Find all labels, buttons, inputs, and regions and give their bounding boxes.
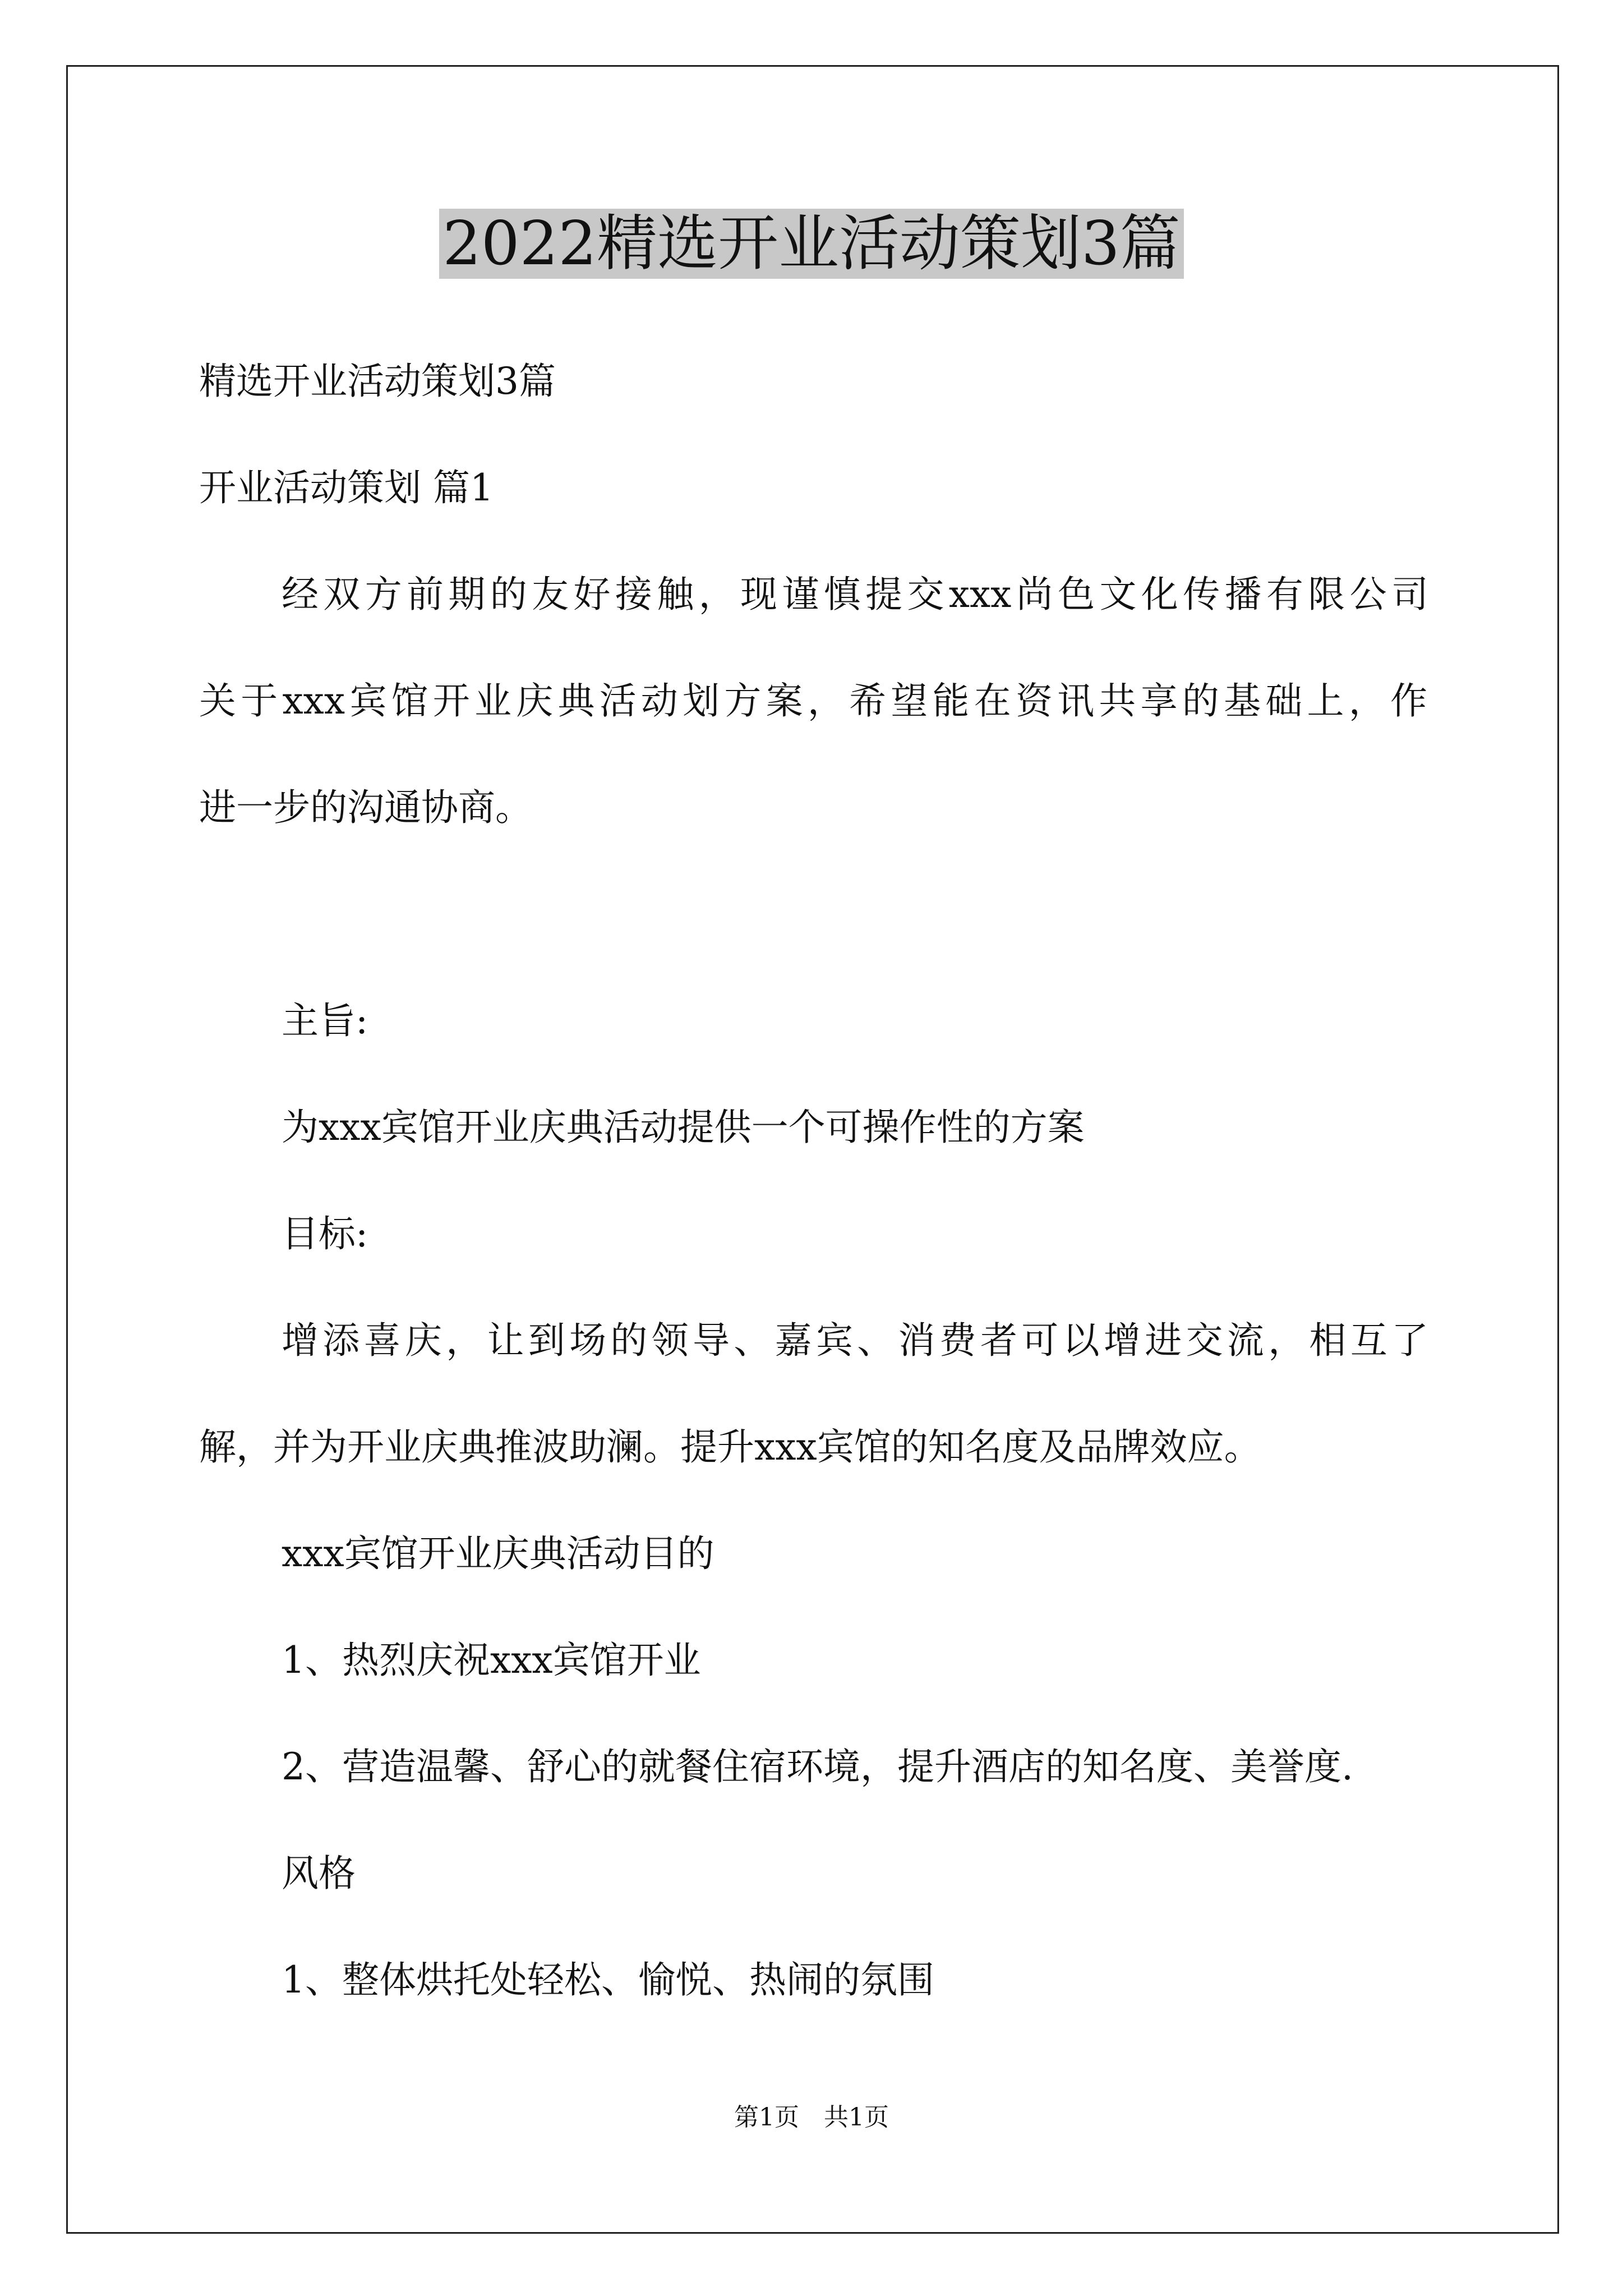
paragraph-line: xxx宾馆开业庆典活动目的 [282,1532,714,1575]
paragraph-line: 解，并为开业庆典推波助澜。提升xxx宾馆的知名度及品牌效应。 [199,1425,1261,1469]
paragraph-line: 进一步的沟通协商。 [199,786,532,829]
section-heading: 开业活动策划 篇1 [199,466,494,509]
list-item: 1、整体烘托处轻松、愉悦、热闹的氛围 [282,1958,934,2001]
paragraph-line: 目标: [282,1212,368,1255]
paragraph-line: 为xxx宾馆开业庆典活动提供一个可操作性的方案 [282,1106,1085,1149]
paragraph-line: 主旨: [282,999,368,1042]
page-footer: 第1页 共1页 [734,2103,889,2132]
list-item: 1、热烈庆祝xxx宾馆开业 [282,1639,701,1682]
paragraph-line: 增添喜庆，让到场的领导、嘉宾、消费者可以增进交流，相互了 [282,1319,1428,1362]
document-title: 2022精选开业活动策划3篇 [0,202,1623,286]
paragraph-line: 经双方前期的友好接触，现谨慎提交xxx尚色文化传播有限公司 [282,573,1428,616]
paragraph-line: 风格 [282,1852,356,1895]
doc-subtitle: 精选开业活动策划3篇 [199,360,556,403]
paragraph-line: 关于xxx宾馆开业庆典活动划方案，希望能在资讯共享的基础上，作 [199,679,1427,723]
list-item: 2、营造温馨、舒心的就餐住宿环境，提升酒店的知名度、美誉度. [282,1745,1353,1788]
